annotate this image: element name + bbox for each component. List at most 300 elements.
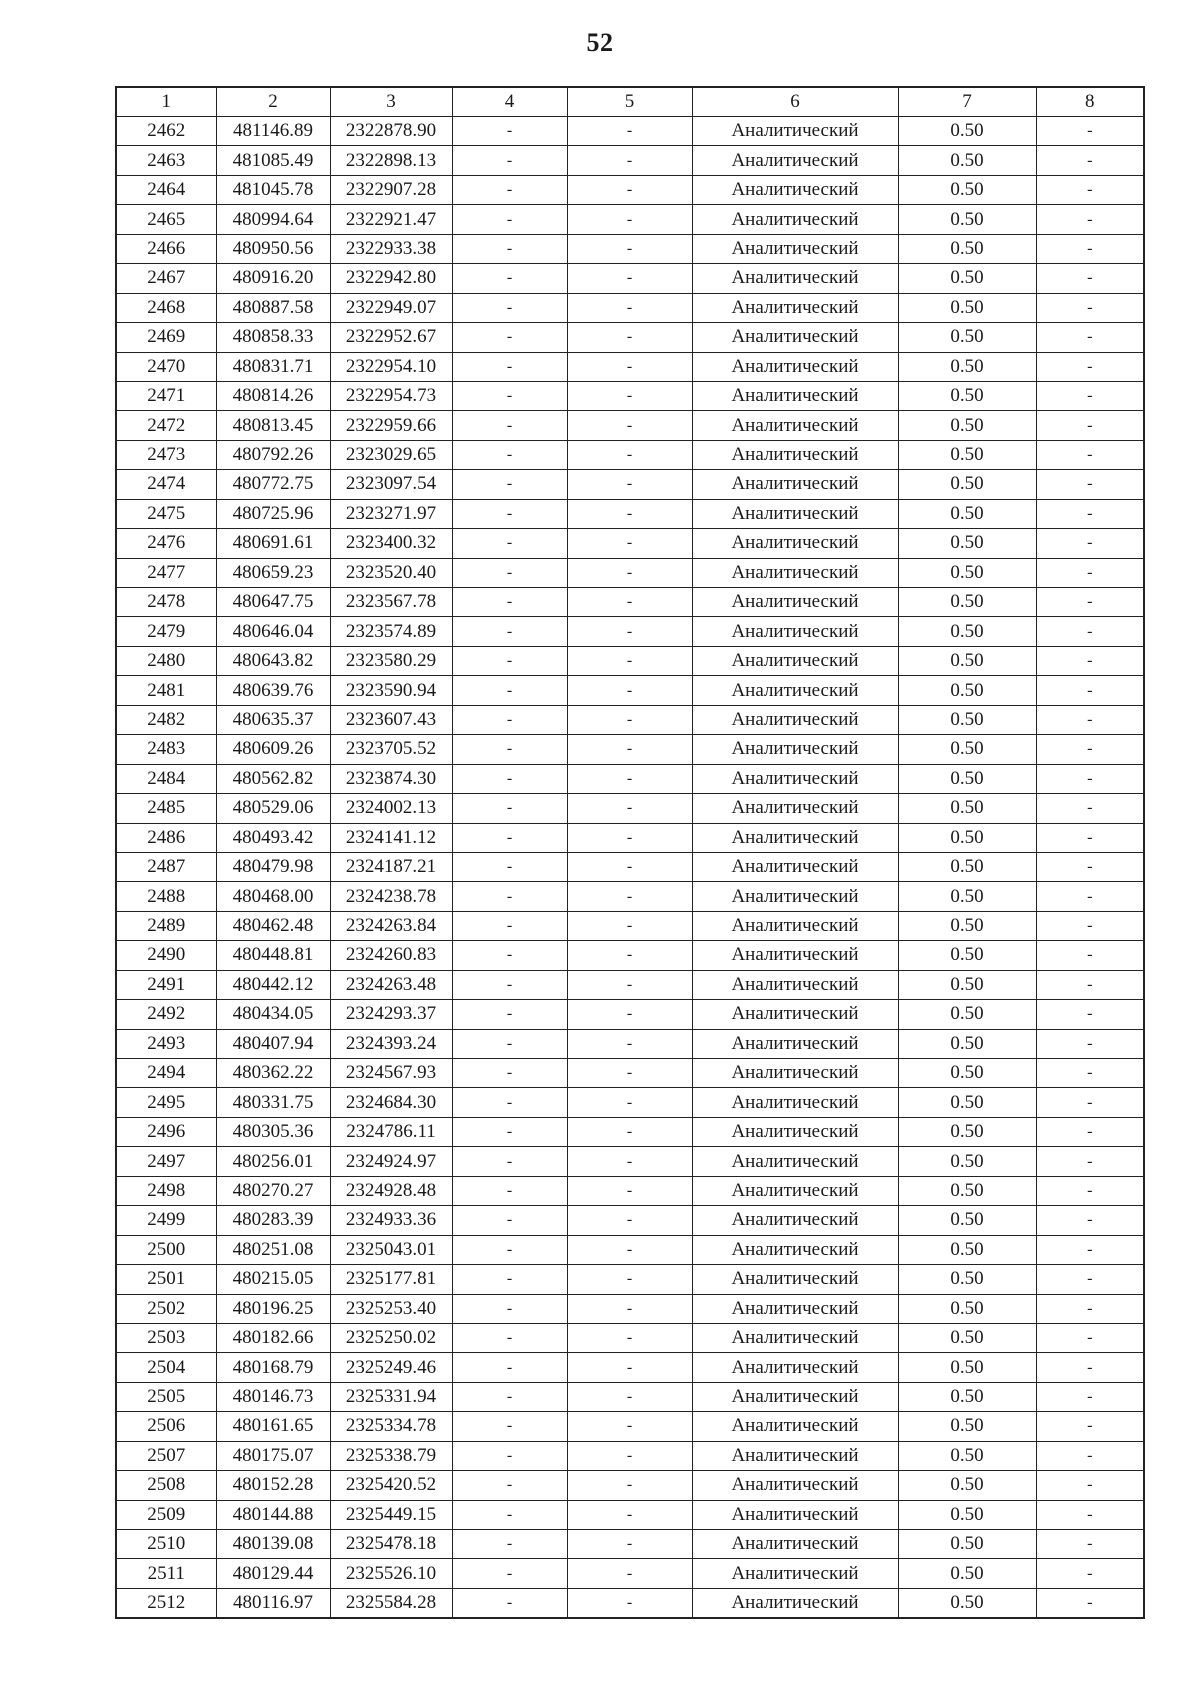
cell-accuracy: 0.50 <box>898 1206 1036 1235</box>
cell-col-5: - <box>567 323 692 352</box>
cell-point-number: 2508 <box>116 1471 216 1500</box>
table-row <box>116 470 1144 499</box>
cell-point-number: 2487 <box>116 852 216 881</box>
cell-y-coordinate: 2324567.93 <box>330 1059 452 1088</box>
cell-y-coordinate: 2322921.47 <box>330 205 452 234</box>
cell-col-5: - <box>567 234 692 263</box>
cell-method: Аналитический <box>692 1382 898 1411</box>
cell-y-coordinate: 2322907.28 <box>330 175 452 204</box>
cell-x-coordinate: 480659.23 <box>216 558 330 587</box>
cell-x-coordinate: 480814.26 <box>216 381 330 410</box>
cell-col-8: - <box>1036 705 1144 734</box>
cell-method: Аналитический <box>692 882 898 911</box>
cell-y-coordinate: 2324263.84 <box>330 911 452 940</box>
cell-accuracy: 0.50 <box>898 175 1036 204</box>
cell-accuracy: 0.50 <box>898 735 1036 764</box>
cell-col-4: - <box>452 1088 567 1117</box>
cell-x-coordinate: 480305.36 <box>216 1117 330 1146</box>
cell-y-coordinate: 2325177.81 <box>330 1265 452 1294</box>
cell-method: Аналитический <box>692 705 898 734</box>
cell-point-number: 2494 <box>116 1059 216 1088</box>
column-header-6: 6 <box>692 87 898 117</box>
cell-point-number: 2472 <box>116 411 216 440</box>
cell-point-number: 2463 <box>116 146 216 175</box>
table-row <box>116 440 1144 469</box>
cell-col-5: - <box>567 911 692 940</box>
table-row <box>116 381 1144 410</box>
cell-y-coordinate: 2324684.30 <box>330 1088 452 1117</box>
cell-accuracy: 0.50 <box>898 617 1036 646</box>
table-row <box>116 264 1144 293</box>
cell-point-number: 2503 <box>116 1323 216 1352</box>
cell-col-5: - <box>567 794 692 823</box>
cell-x-coordinate: 480994.64 <box>216 205 330 234</box>
column-header-3: 3 <box>330 87 452 117</box>
cell-col-8: - <box>1036 499 1144 528</box>
cell-col-5: - <box>567 117 692 146</box>
cell-x-coordinate: 480609.26 <box>216 735 330 764</box>
cell-x-coordinate: 480448.81 <box>216 941 330 970</box>
cell-y-coordinate: 2322878.90 <box>330 117 452 146</box>
cell-x-coordinate: 480562.82 <box>216 764 330 793</box>
cell-x-coordinate: 480283.39 <box>216 1206 330 1235</box>
table-row <box>116 735 1144 764</box>
cell-method: Аналитический <box>692 676 898 705</box>
cell-col-4: - <box>452 117 567 146</box>
cell-y-coordinate: 2324293.37 <box>330 1000 452 1029</box>
cell-x-coordinate: 480831.71 <box>216 352 330 381</box>
table-row <box>116 1147 1144 1176</box>
cell-y-coordinate: 2324393.24 <box>330 1029 452 1058</box>
cell-col-4: - <box>452 1235 567 1264</box>
cell-accuracy: 0.50 <box>898 529 1036 558</box>
cell-point-number: 2498 <box>116 1176 216 1205</box>
cell-method: Аналитический <box>692 646 898 675</box>
cell-y-coordinate: 2322959.66 <box>330 411 452 440</box>
cell-method: Аналитический <box>692 735 898 764</box>
cell-accuracy: 0.50 <box>898 1471 1036 1500</box>
cell-col-5: - <box>567 175 692 204</box>
cell-col-4: - <box>452 381 567 410</box>
table-row <box>116 1176 1144 1205</box>
cell-accuracy: 0.50 <box>898 293 1036 322</box>
table-row <box>116 234 1144 263</box>
cell-col-4: - <box>452 764 567 793</box>
cell-accuracy: 0.50 <box>898 1500 1036 1529</box>
table-row <box>116 676 1144 705</box>
cell-y-coordinate: 2324238.78 <box>330 882 452 911</box>
cell-accuracy: 0.50 <box>898 146 1036 175</box>
cell-accuracy: 0.50 <box>898 558 1036 587</box>
cell-col-8: - <box>1036 1500 1144 1529</box>
cell-x-coordinate: 480772.75 <box>216 470 330 499</box>
cell-method: Аналитический <box>692 1206 898 1235</box>
cell-point-number: 2501 <box>116 1265 216 1294</box>
cell-accuracy: 0.50 <box>898 794 1036 823</box>
cell-method: Аналитический <box>692 823 898 852</box>
cell-y-coordinate: 2324260.83 <box>330 941 452 970</box>
table-row <box>116 1117 1144 1146</box>
cell-col-4: - <box>452 264 567 293</box>
cell-col-5: - <box>567 529 692 558</box>
cell-point-number: 2493 <box>116 1029 216 1058</box>
cell-point-number: 2484 <box>116 764 216 793</box>
cell-method: Аналитический <box>692 617 898 646</box>
table-row <box>116 1500 1144 1529</box>
table-row <box>116 617 1144 646</box>
cell-point-number: 2502 <box>116 1294 216 1323</box>
table-row <box>116 882 1144 911</box>
cell-col-4: - <box>452 1412 567 1441</box>
cell-point-number: 2509 <box>116 1500 216 1529</box>
cell-col-4: - <box>452 293 567 322</box>
cell-x-coordinate: 480196.25 <box>216 1294 330 1323</box>
cell-y-coordinate: 2323874.30 <box>330 764 452 793</box>
cell-method: Аналитический <box>692 470 898 499</box>
table-row <box>116 1323 1144 1352</box>
cell-y-coordinate: 2324924.97 <box>330 1147 452 1176</box>
table-row <box>116 1530 1144 1559</box>
cell-col-4: - <box>452 1000 567 1029</box>
cell-col-8: - <box>1036 381 1144 410</box>
cell-col-8: - <box>1036 175 1144 204</box>
cell-x-coordinate: 480144.88 <box>216 1500 330 1529</box>
cell-x-coordinate: 480643.82 <box>216 646 330 675</box>
cell-col-5: - <box>567 676 692 705</box>
table-row <box>116 1353 1144 1382</box>
cell-method: Аналитический <box>692 205 898 234</box>
table-row <box>116 293 1144 322</box>
cell-col-5: - <box>567 558 692 587</box>
cell-accuracy: 0.50 <box>898 411 1036 440</box>
cell-accuracy: 0.50 <box>898 1059 1036 1088</box>
cell-col-5: - <box>567 1441 692 1470</box>
cell-point-number: 2471 <box>116 381 216 410</box>
cell-point-number: 2489 <box>116 911 216 940</box>
cell-col-4: - <box>452 705 567 734</box>
cell-accuracy: 0.50 <box>898 852 1036 881</box>
cell-point-number: 2478 <box>116 588 216 617</box>
cell-x-coordinate: 480146.73 <box>216 1382 330 1411</box>
cell-method: Аналитический <box>692 1235 898 1264</box>
cell-col-5: - <box>567 1294 692 1323</box>
cell-y-coordinate: 2322954.73 <box>330 381 452 410</box>
table-row <box>116 1206 1144 1235</box>
column-header-5: 5 <box>567 87 692 117</box>
cell-col-8: - <box>1036 1530 1144 1559</box>
cell-col-5: - <box>567 1588 692 1618</box>
cell-col-8: - <box>1036 264 1144 293</box>
cell-col-8: - <box>1036 764 1144 793</box>
cell-y-coordinate: 2323574.89 <box>330 617 452 646</box>
cell-col-4: - <box>452 911 567 940</box>
cell-accuracy: 0.50 <box>898 323 1036 352</box>
cell-col-5: - <box>567 1088 692 1117</box>
cell-col-4: - <box>452 882 567 911</box>
cell-method: Аналитический <box>692 1441 898 1470</box>
cell-col-5: - <box>567 264 692 293</box>
cell-accuracy: 0.50 <box>898 882 1036 911</box>
table-row <box>116 352 1144 381</box>
cell-y-coordinate: 2325449.15 <box>330 1500 452 1529</box>
cell-x-coordinate: 480647.75 <box>216 588 330 617</box>
cell-point-number: 2462 <box>116 117 216 146</box>
cell-accuracy: 0.50 <box>898 1265 1036 1294</box>
cell-col-4: - <box>452 352 567 381</box>
cell-accuracy: 0.50 <box>898 970 1036 999</box>
cell-x-coordinate: 480950.56 <box>216 234 330 263</box>
cell-x-coordinate: 480139.08 <box>216 1530 330 1559</box>
cell-col-5: - <box>567 1059 692 1088</box>
cell-x-coordinate: 480858.33 <box>216 323 330 352</box>
cell-method: Аналитический <box>692 1088 898 1117</box>
table-row <box>116 852 1144 881</box>
cell-col-4: - <box>452 1530 567 1559</box>
cell-col-4: - <box>452 1500 567 1529</box>
cell-y-coordinate: 2323590.94 <box>330 676 452 705</box>
table-row <box>116 1235 1144 1264</box>
table-row <box>116 558 1144 587</box>
cell-col-4: - <box>452 1059 567 1088</box>
cell-y-coordinate: 2323580.29 <box>330 646 452 675</box>
cell-accuracy: 0.50 <box>898 1000 1036 1029</box>
cell-x-coordinate: 480175.07 <box>216 1441 330 1470</box>
cell-col-4: - <box>452 1471 567 1500</box>
cell-point-number: 2468 <box>116 293 216 322</box>
cell-point-number: 2466 <box>116 234 216 263</box>
cell-col-4: - <box>452 1588 567 1618</box>
cell-point-number: 2474 <box>116 470 216 499</box>
cell-accuracy: 0.50 <box>898 1530 1036 1559</box>
cell-col-4: - <box>452 646 567 675</box>
table-row <box>116 794 1144 823</box>
cell-point-number: 2496 <box>116 1117 216 1146</box>
cell-y-coordinate: 2324141.12 <box>330 823 452 852</box>
cell-x-coordinate: 480182.66 <box>216 1323 330 1352</box>
cell-accuracy: 0.50 <box>898 1382 1036 1411</box>
cell-method: Аналитический <box>692 411 898 440</box>
cell-method: Аналитический <box>692 1353 898 1382</box>
cell-col-4: - <box>452 852 567 881</box>
cell-col-4: - <box>452 529 567 558</box>
cell-point-number: 2469 <box>116 323 216 352</box>
cell-x-coordinate: 480646.04 <box>216 617 330 646</box>
cell-accuracy: 0.50 <box>898 705 1036 734</box>
cell-point-number: 2486 <box>116 823 216 852</box>
cell-method: Аналитический <box>692 293 898 322</box>
cell-col-8: - <box>1036 823 1144 852</box>
cell-col-8: - <box>1036 117 1144 146</box>
cell-x-coordinate: 480442.12 <box>216 970 330 999</box>
cell-col-8: - <box>1036 1382 1144 1411</box>
cell-col-8: - <box>1036 234 1144 263</box>
cell-col-8: - <box>1036 1029 1144 1058</box>
cell-col-8: - <box>1036 852 1144 881</box>
cell-col-5: - <box>567 205 692 234</box>
cell-point-number: 2481 <box>116 676 216 705</box>
cell-y-coordinate: 2325420.52 <box>330 1471 452 1500</box>
table-row <box>116 764 1144 793</box>
cell-point-number: 2479 <box>116 617 216 646</box>
cell-method: Аналитический <box>692 941 898 970</box>
cell-y-coordinate: 2324928.48 <box>330 1176 452 1205</box>
cell-method: Аналитический <box>692 1176 898 1205</box>
column-header-4: 4 <box>452 87 567 117</box>
cell-y-coordinate: 2324263.48 <box>330 970 452 999</box>
cell-col-4: - <box>452 617 567 646</box>
cell-method: Аналитический <box>692 440 898 469</box>
cell-col-4: - <box>452 1117 567 1146</box>
cell-method: Аналитический <box>692 1059 898 1088</box>
cell-y-coordinate: 2323097.54 <box>330 470 452 499</box>
cell-col-8: - <box>1036 411 1144 440</box>
cell-col-8: - <box>1036 1412 1144 1441</box>
cell-accuracy: 0.50 <box>898 1088 1036 1117</box>
cell-method: Аналитический <box>692 1500 898 1529</box>
cell-col-5: - <box>567 352 692 381</box>
cell-x-coordinate: 481045.78 <box>216 175 330 204</box>
cell-col-5: - <box>567 470 692 499</box>
cell-col-8: - <box>1036 735 1144 764</box>
cell-y-coordinate: 2324187.21 <box>330 852 452 881</box>
cell-method: Аналитический <box>692 529 898 558</box>
cell-col-5: - <box>567 146 692 175</box>
cell-method: Аналитический <box>692 764 898 793</box>
column-header-2: 2 <box>216 87 330 117</box>
cell-accuracy: 0.50 <box>898 499 1036 528</box>
table-row <box>116 911 1144 940</box>
cell-col-5: - <box>567 381 692 410</box>
table-row <box>116 705 1144 734</box>
cell-col-5: - <box>567 1117 692 1146</box>
table-body <box>116 117 1144 1619</box>
table-row <box>116 1000 1144 1029</box>
cell-y-coordinate: 2322933.38 <box>330 234 452 263</box>
cell-col-5: - <box>567 1206 692 1235</box>
cell-method: Аналитический <box>692 1323 898 1352</box>
cell-col-5: - <box>567 882 692 911</box>
cell-col-8: - <box>1036 1353 1144 1382</box>
table-row <box>116 1588 1144 1618</box>
cell-col-8: - <box>1036 205 1144 234</box>
cell-point-number: 2492 <box>116 1000 216 1029</box>
cell-y-coordinate: 2323567.78 <box>330 588 452 617</box>
cell-point-number: 2482 <box>116 705 216 734</box>
table-row <box>116 1265 1144 1294</box>
cell-col-8: - <box>1036 440 1144 469</box>
cell-point-number: 2499 <box>116 1206 216 1235</box>
cell-col-4: - <box>452 175 567 204</box>
cell-col-8: - <box>1036 1559 1144 1588</box>
cell-col-5: - <box>567 970 692 999</box>
cell-accuracy: 0.50 <box>898 1323 1036 1352</box>
cell-y-coordinate: 2325253.40 <box>330 1294 452 1323</box>
cell-col-8: - <box>1036 352 1144 381</box>
cell-point-number: 2495 <box>116 1088 216 1117</box>
header-row <box>116 87 1144 117</box>
cell-col-4: - <box>452 146 567 175</box>
table-row <box>116 146 1144 175</box>
cell-col-8: - <box>1036 970 1144 999</box>
cell-col-5: - <box>567 1559 692 1588</box>
cell-accuracy: 0.50 <box>898 381 1036 410</box>
cell-col-8: - <box>1036 676 1144 705</box>
cell-method: Аналитический <box>692 175 898 204</box>
cell-x-coordinate: 480407.94 <box>216 1029 330 1058</box>
cell-method: Аналитический <box>692 1559 898 1588</box>
cell-point-number: 2506 <box>116 1412 216 1441</box>
cell-y-coordinate: 2322942.80 <box>330 264 452 293</box>
cell-col-5: - <box>567 1147 692 1176</box>
cell-y-coordinate: 2323520.40 <box>330 558 452 587</box>
cell-accuracy: 0.50 <box>898 1353 1036 1382</box>
cell-method: Аналитический <box>692 381 898 410</box>
cell-col-8: - <box>1036 1206 1144 1235</box>
cell-point-number: 2473 <box>116 440 216 469</box>
table-row <box>116 499 1144 528</box>
cell-col-8: - <box>1036 470 1144 499</box>
cell-point-number: 2511 <box>116 1559 216 1588</box>
cell-point-number: 2507 <box>116 1441 216 1470</box>
cell-method: Аналитический <box>692 911 898 940</box>
cell-method: Аналитический <box>692 323 898 352</box>
cell-accuracy: 0.50 <box>898 1117 1036 1146</box>
cell-accuracy: 0.50 <box>898 764 1036 793</box>
cell-col-4: - <box>452 411 567 440</box>
cell-col-8: - <box>1036 1147 1144 1176</box>
cell-col-4: - <box>452 470 567 499</box>
cell-col-8: - <box>1036 323 1144 352</box>
cell-col-5: - <box>567 941 692 970</box>
cell-y-coordinate: 2323271.97 <box>330 499 452 528</box>
cell-y-coordinate: 2325338.79 <box>330 1441 452 1470</box>
table-row <box>116 529 1144 558</box>
cell-x-coordinate: 480152.28 <box>216 1471 330 1500</box>
cell-col-8: - <box>1036 941 1144 970</box>
table-row <box>116 1088 1144 1117</box>
table-row <box>116 1382 1144 1411</box>
cell-y-coordinate: 2323400.32 <box>330 529 452 558</box>
cell-y-coordinate: 2324933.36 <box>330 1206 452 1235</box>
cell-y-coordinate: 2325526.10 <box>330 1559 452 1588</box>
cell-col-8: - <box>1036 1235 1144 1264</box>
cell-col-4: - <box>452 676 567 705</box>
cell-x-coordinate: 480916.20 <box>216 264 330 293</box>
cell-y-coordinate: 2325249.46 <box>330 1353 452 1382</box>
column-header-7: 7 <box>898 87 1036 117</box>
cell-point-number: 2470 <box>116 352 216 381</box>
cell-col-4: - <box>452 823 567 852</box>
table-row <box>116 205 1144 234</box>
cell-col-4: - <box>452 1441 567 1470</box>
cell-col-8: - <box>1036 1088 1144 1117</box>
cell-x-coordinate: 480725.96 <box>216 499 330 528</box>
cell-col-4: - <box>452 440 567 469</box>
cell-point-number: 2464 <box>116 175 216 204</box>
table-row <box>116 117 1144 146</box>
cell-point-number: 2467 <box>116 264 216 293</box>
cell-col-5: - <box>567 1471 692 1500</box>
cell-y-coordinate: 2325331.94 <box>330 1382 452 1411</box>
cell-col-5: - <box>567 852 692 881</box>
cell-x-coordinate: 480251.08 <box>216 1235 330 1264</box>
cell-col-5: - <box>567 735 692 764</box>
table-row <box>116 1559 1144 1588</box>
cell-x-coordinate: 480331.75 <box>216 1088 330 1117</box>
cell-method: Аналитический <box>692 264 898 293</box>
cell-y-coordinate: 2325043.01 <box>330 1235 452 1264</box>
cell-x-coordinate: 480161.65 <box>216 1412 330 1441</box>
